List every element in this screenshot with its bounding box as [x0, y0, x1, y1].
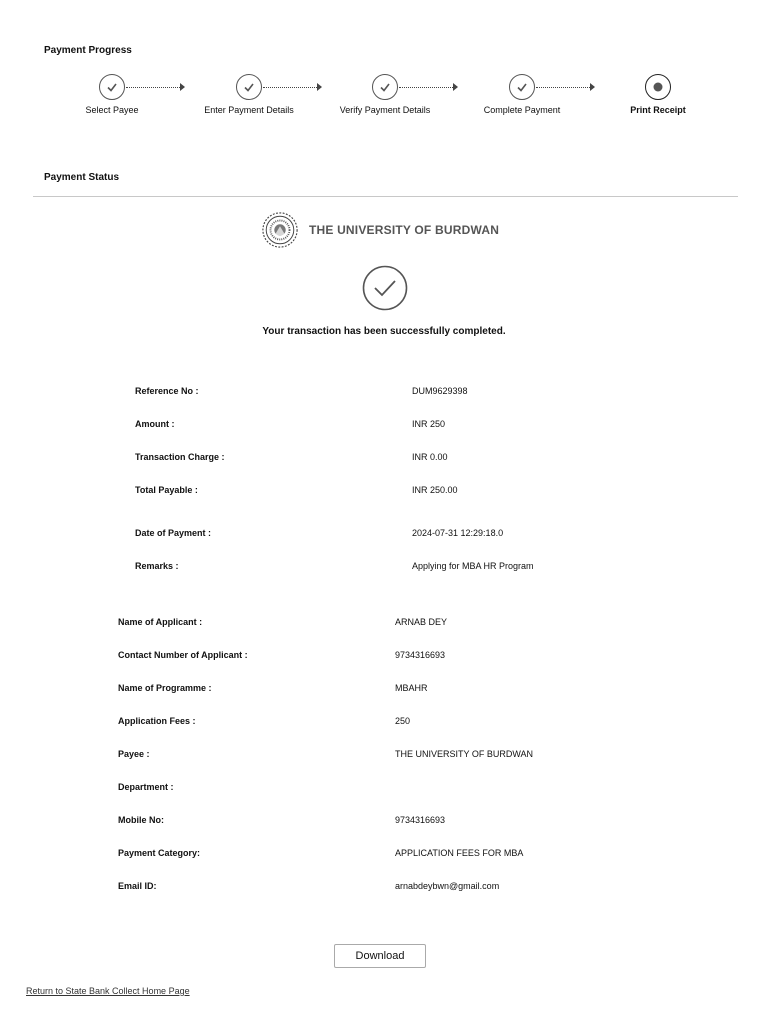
- step-label: Enter Payment Details: [204, 105, 294, 115]
- step-enter-payment-details: [179, 74, 319, 115]
- applicant-value: APPLICATION FEES FOR MBA: [395, 848, 524, 858]
- detail-value: INR 250.00: [412, 485, 458, 495]
- detail-value: INR 250: [412, 419, 446, 429]
- applicant-label: Payment Category:: [118, 848, 201, 858]
- check-icon: [236, 74, 262, 100]
- applicant-label: Mobile No:: [118, 815, 164, 825]
- step-label: Complete Payment: [483, 105, 561, 115]
- check-icon: [509, 74, 535, 100]
- applicant-label: Payee :: [118, 749, 150, 759]
- applicant-label: Contact Number of Applicant :: [118, 650, 248, 660]
- check-icon: [372, 74, 398, 100]
- detail-label: Total Payable :: [135, 485, 198, 495]
- applicant-value: 9734316693: [395, 815, 446, 825]
- detail-value: Applying for MBA HR Program: [412, 561, 534, 571]
- applicant-value: 250: [395, 716, 411, 726]
- university-seal-icon: [261, 211, 299, 249]
- check-icon: [99, 74, 125, 100]
- university-brand: [0, 211, 768, 249]
- applicant-value: THE UNIVERSITY OF BURDWAN: [395, 749, 534, 759]
- return-home-link[interactable]: Return to State Bank Collect Home Page: [26, 986, 190, 996]
- applicant-value: 9734316693: [395, 650, 446, 660]
- university-name: THE UNIVERSITY OF BURDWAN: [308, 223, 500, 237]
- payment-status-title: Payment Status: [44, 172, 120, 183]
- detail-label: Reference No :: [135, 386, 199, 396]
- step-verify-payment-details: [315, 74, 455, 115]
- step-label: Print Receipt: [630, 105, 686, 115]
- applicant-value: MBAHR: [395, 683, 428, 693]
- applicant-label: Name of Applicant :: [118, 617, 203, 627]
- current-step-dot-icon: [645, 74, 671, 100]
- detail-label: Amount :: [135, 419, 175, 429]
- step-complete-payment: [452, 74, 592, 115]
- applicant-label: Email ID:: [118, 881, 157, 891]
- applicant-label: Department :: [118, 782, 174, 792]
- download-button[interactable]: Download: [334, 944, 426, 968]
- applicant-label: Application Fees :: [118, 716, 196, 726]
- section-divider: [33, 196, 738, 197]
- detail-value: INR 0.00: [412, 452, 448, 462]
- payment-progress-title: Payment Progress: [44, 45, 132, 56]
- detail-value: 2024-07-31 12:29:18.0: [412, 528, 504, 538]
- detail-label: Date of Payment :: [135, 528, 212, 538]
- detail-label: Transaction Charge :: [135, 452, 225, 462]
- detail-label: Remarks :: [135, 561, 179, 571]
- applicant-value: arnabdeybwn@gmail.com: [395, 881, 500, 891]
- success-check-icon: [362, 265, 408, 311]
- step-print-receipt: [588, 74, 728, 115]
- step-label: Select Payee: [85, 105, 139, 115]
- step-select-payee: [42, 74, 182, 115]
- applicant-label: Name of Programme :: [118, 683, 212, 693]
- success-message: Your transaction has been successfully completed.: [262, 326, 506, 337]
- detail-value: DUM9629398: [412, 386, 468, 396]
- applicant-value: ARNAB DEY: [395, 617, 448, 627]
- step-label: Verify Payment Details: [339, 105, 431, 115]
- payment-stepper: [0, 74, 768, 124]
